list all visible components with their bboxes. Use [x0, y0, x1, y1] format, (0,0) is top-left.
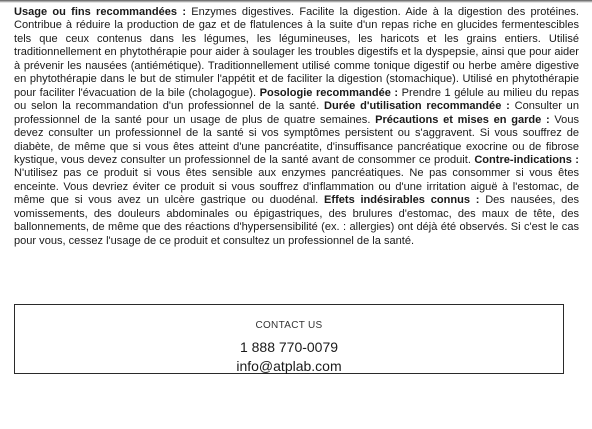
- dosage-heading: Posologie recommandée :: [259, 86, 399, 99]
- contraindications-heading: Contre-indications :: [474, 153, 579, 166]
- side-effects-heading: Effets indésirables connus :: [324, 194, 480, 207]
- contact-box: [14, 304, 564, 374]
- cropped-text-edge: [0, 0, 592, 3]
- contraindications-text: N'utilisez pas ce produit si vous êtes sensible aux enzymes pancréatiques. Ne pas consommer si vous êtes enceinte. Vous devriez éviter ce produit si vous souffrez d'inflammation ou d'une irritation aiguë à l'estomac, de même que si vous avez un ulcère gastrique ou duodénal.: [14, 167, 579, 207]
- duration-heading: Durée d'utilisation recommandée :: [323, 100, 510, 113]
- label-body-text: [14, 6, 579, 248]
- contact-phone: 1 888 770-0079: [239, 339, 339, 355]
- side-effects-text: Des nausées, des vomissements, des douleurs abdominales ou épigastriques, des brulures d'estomac, des maux de tête, des ballonnements, de même que des réactions d'hypersensibilité (ex. : allergies) ont déjà été observés. Si c'est le cas pour vous, cessez l'usage de ce produit et consultez un professionnel de la santé.: [14, 194, 579, 247]
- contact-title: CONTACT US: [255, 320, 323, 331]
- dosage-text: Prendre 1 gélule au milieu du repas ou selon la recommandation d'un professionnel de la santé.: [14, 86, 579, 113]
- contact-email: info@atplab.com: [236, 358, 342, 374]
- usage-heading: Usage ou fins recommandées :: [14, 6, 186, 18]
- precautions-text: Vous devez consulter un professionnel de la santé si vos symptômes persistent ou s'aggravent. Si vous souffrez de diabète, de même que si vous êtes atteint d'une pancréatite, d'insuffisance pancréatique exocrine ou de fibrose kystique, vous devez consulter un professionnel de la santé avant de consommer ce produit.: [14, 113, 579, 166]
- usage-text: Enzymes digestives. Facilite la digestion. Aide à la digestion des protéines. Contribue à réduire la production de gaz et de flatulences à la suite d'un repas riche en glucides fermentescibles tels que ceux contenus dans les légumes, les légumineuses, les haricots et les grains entiers. Utilisé traditionnellement en phytothérapie pour aider à soulager les troubles digestifs et la dyspepsie, ainsi que pour aider à prévenir les nausées (antiémétique). Traditionnellement utilisé comme tonique digestif ou herbe amère digestive en phytothérapie dans le but de stimuler l'appétit et de faciliter la digestion (stomachique). Utilisé en phytothérapie pour faciliter l'évacuation de la bile (cholagogue).: [14, 6, 579, 99]
- duration-text: Consulter un professionnel de la santé pour un usage de plus de quatre semaines.: [14, 100, 579, 126]
- precautions-heading: Précautions et mises en garde :: [375, 113, 550, 126]
